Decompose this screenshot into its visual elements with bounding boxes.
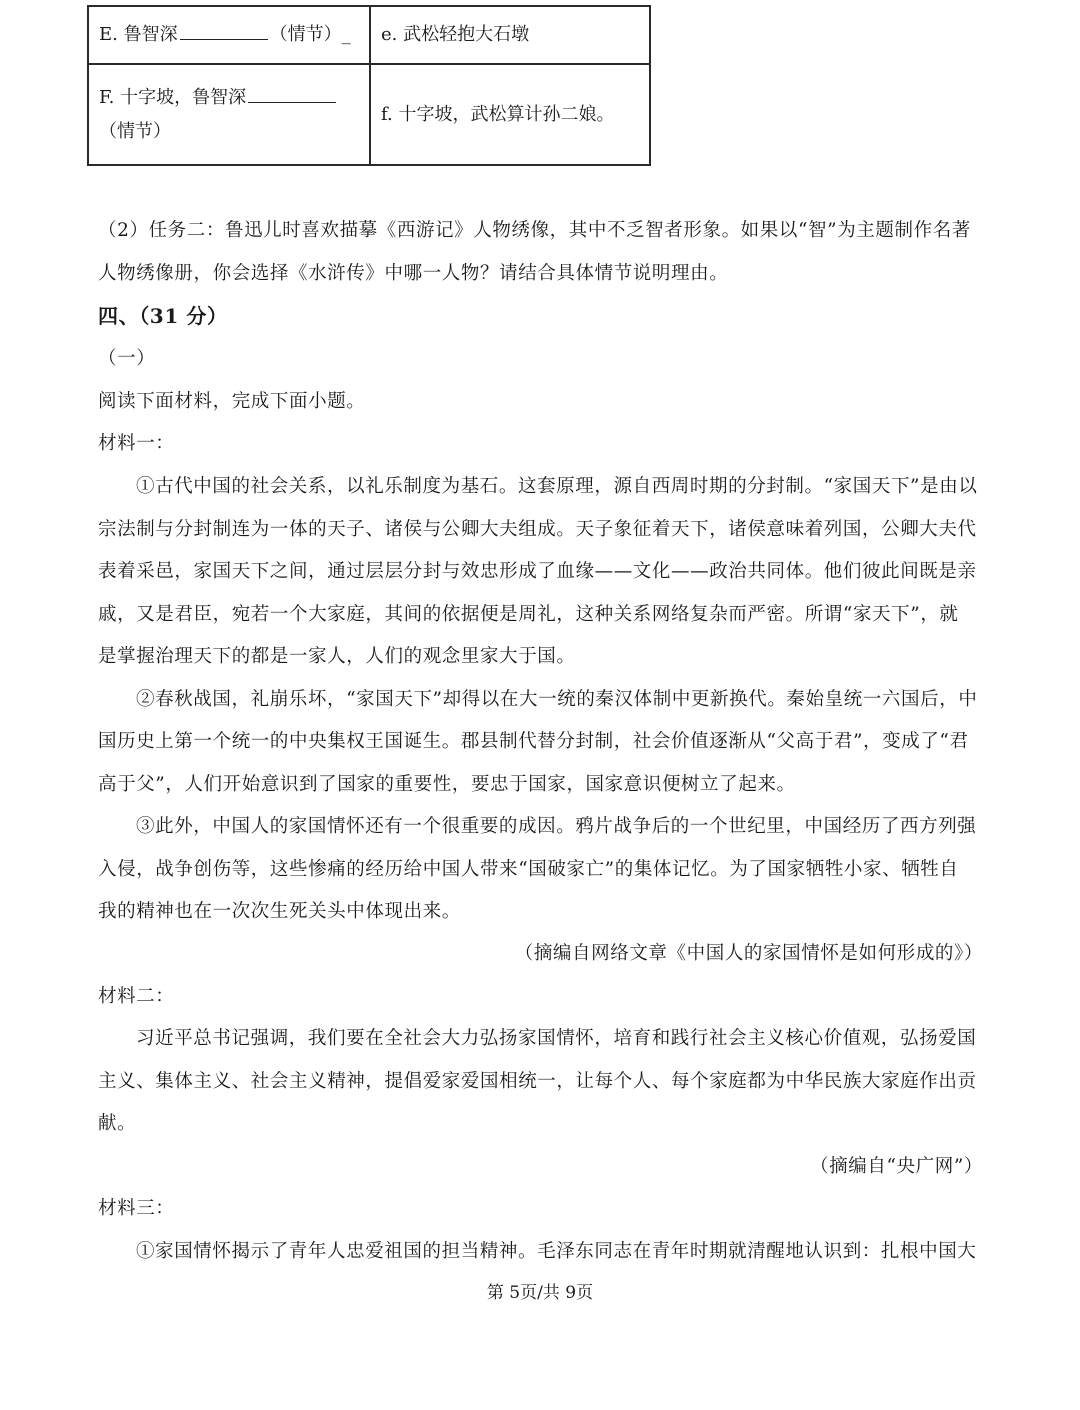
page-number: 第 5页/共 9页 xyxy=(486,1283,594,1303)
table-cell xyxy=(88,64,370,165)
section-subtitle: （一） xyxy=(98,348,156,369)
material-label: 材料二： xyxy=(98,986,175,1007)
paragraph-line: 国历史上第一个统一的中央集权王国诞生。郡县制代替分封制，社会价值逐渐从“父高于君”，变成了“君 xyxy=(98,731,969,752)
task2-line: 人物绣像册，你会选择《水浒传》中哪一人物？请结合具体情节说明理由。 xyxy=(98,263,729,284)
paragraph-line: 高于父”，人们开始意识到了国家的重要性，要忠于国家，国家意识便树立了起来。 xyxy=(98,774,796,795)
paragraph-line: 献。 xyxy=(98,1113,137,1134)
section-intro: 阅读下面材料，完成下面小题。 xyxy=(98,391,366,412)
table-row xyxy=(88,64,650,165)
paragraph-line: 我的精神也在一次次生死关头中体现出来。 xyxy=(98,901,461,922)
paragraph-line: 戚，又是君臣，宛若一个大家庭，其间的依据便是周礼，这种关系网络复杂而严密。所谓“家天下”，就 xyxy=(98,604,959,625)
paragraph-line: 宗法制与分封制连为一体的天子、诸侯与公卿大夫组成。天子象征着天下，诸侯意味着列国，公卿大夫代 xyxy=(98,519,977,540)
paragraph-line: ②春秋战国，礼崩乐坏，“家国天下”却得以在大一统的秦汉体制中更新换代。秦始皇统一六国后，中 xyxy=(136,689,978,710)
table-cell xyxy=(370,64,650,165)
source-citation: （摘编自“央广网”） xyxy=(810,1156,983,1177)
paragraph-line: 入侵，战争创伤等，这些惨痛的经历给中国人带来“国破家亡”的集体记忆。为了国家牺牲小家、牺牲自 xyxy=(98,859,959,880)
paragraph-line: 表着采邑，家国天下之间，通过层层分封与效忠形成了血缘——文化——政治共同体。他们彼此间既是亲 xyxy=(98,561,977,582)
paragraph-line: ①家国情怀揭示了青年人忠爱祖国的担当精神。毛泽东同志在青年时期就清醒地认识到：扎根中国大 xyxy=(136,1241,977,1262)
cell-text: （情节） xyxy=(99,120,171,142)
table-row xyxy=(88,6,650,64)
answer-blank[interactable] xyxy=(180,19,268,40)
paragraph-line: 习近平总书记强调，我们要在全社会大力弘扬家国情怀，培育和践行社会主义核心价值观，弘扬爱国 xyxy=(136,1028,977,1049)
material-label: 材料一： xyxy=(98,433,175,454)
cell-text: E. 鲁智深 xyxy=(99,24,178,45)
paragraph-line: 是掌握治理天下的都是一家人，人们的观念里家大于国。 xyxy=(98,646,576,667)
cell-text: f. 十字坡，武松算计孙二娘。 xyxy=(381,103,615,125)
cell-text: e. 武松轻抱大石墩 xyxy=(381,24,530,45)
material-label: 材料三： xyxy=(98,1198,175,1219)
cell-text: F. 十字坡，鲁智深 xyxy=(99,86,247,108)
paragraph-line: 主义、集体主义、社会主义精神，提倡爱家爱国相统一，让每个人、每个家庭都为中华民族大家庭作出贡 xyxy=(98,1071,977,1092)
cell-text: （情节）_ xyxy=(269,24,351,45)
paragraph-line: ①古代中国的社会关系，以礼乐制度为基石。这套原理，源自西周时期的分封制。“家国天下”是由以 xyxy=(136,476,978,497)
table-cell xyxy=(88,6,370,64)
matching-table xyxy=(87,5,651,166)
source-citation: （摘编自网络文章《中国人的家国情怀是如何形成的》） xyxy=(514,943,983,964)
section-title: 四、（31 分） xyxy=(98,304,228,328)
paragraph-line: ③此外，中国人的家国情怀还有一个很重要的成因。鸦片战争后的一个世纪里，中国经历了西方列强 xyxy=(136,816,977,837)
task2-line: （2）任务二：鲁迅儿时喜欢描摹《西游记》人物绣像，其中不乏智者形象。如果以“智”为主题制作名著 xyxy=(98,220,971,241)
table-cell xyxy=(370,6,650,64)
answer-blank[interactable] xyxy=(248,82,336,103)
